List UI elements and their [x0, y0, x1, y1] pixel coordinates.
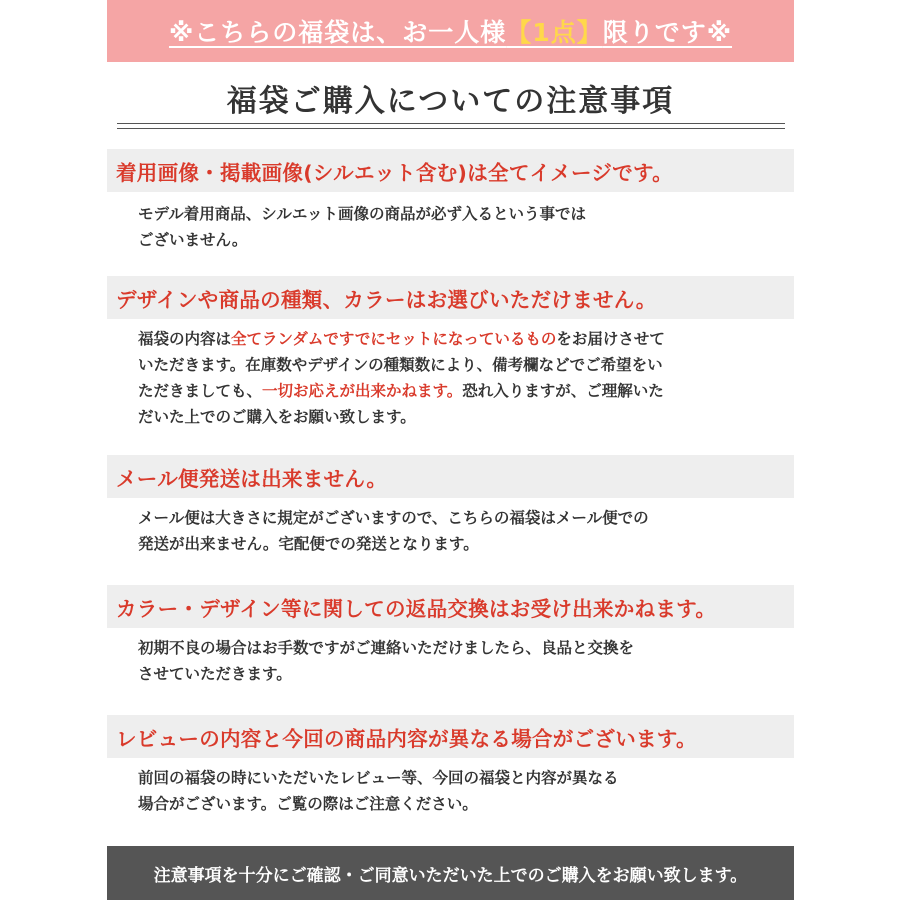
body-line — [138, 227, 778, 253]
body-text: ただきましても、 — [138, 382, 263, 400]
body-text: 発送が出来ません。宅配便での発送となります。 — [138, 535, 479, 553]
page-title: 福袋ご購入についての注意事項 — [226, 84, 675, 119]
highlighted-text: 一切お応えが出来かねます。 — [262, 382, 463, 400]
body-text: 福袋の内容は — [138, 330, 232, 348]
section-body — [138, 201, 778, 253]
body-text: 前回の福袋の時にいただいたレビュー等、今回の福袋と内容が異なる — [138, 769, 619, 787]
section-heading-text: 着用画像・掲載画像(シルエット含む)は全てイメージです。 — [116, 160, 673, 185]
section-heading — [107, 149, 794, 192]
body-line — [138, 352, 778, 378]
section-body — [138, 505, 778, 557]
title-divider-top — [117, 123, 785, 124]
banner-highlight: 【1点】 — [506, 18, 603, 47]
section-body — [138, 765, 778, 817]
limit-banner — [107, 0, 794, 62]
body-line — [138, 531, 778, 557]
section-heading — [107, 715, 794, 758]
footer-text: 注意事項を十分にご確認・ご同意いただいた上でのご購入をお願い致します。 — [153, 865, 748, 886]
body-line — [138, 404, 778, 430]
section-heading — [107, 455, 794, 498]
body-line — [138, 661, 778, 687]
body-text: メール便は大きさに規定がございますので、こちらの福袋はメール便での — [138, 509, 649, 527]
section-heading — [107, 585, 794, 628]
body-text: 恐れ入りますが、ご理解いた — [462, 382, 664, 400]
body-line — [138, 326, 778, 352]
body-line — [138, 378, 778, 404]
section-body — [138, 326, 778, 430]
section-heading-text: レビューの内容と今回の商品内容が異なる場合がございます。 — [116, 726, 697, 751]
body-text: させていただきます。 — [138, 665, 292, 683]
body-text: 場合がございます。ご覧の際はご注意ください。 — [138, 795, 478, 813]
title-divider-bottom — [117, 128, 785, 129]
body-line — [138, 791, 778, 817]
body-line — [138, 201, 778, 227]
section-heading — [107, 276, 794, 319]
banner-suffix: 限りです※ — [602, 18, 733, 47]
footer-notice — [107, 846, 794, 900]
body-text: だいた上でのご購入をお願い致します。 — [138, 408, 416, 426]
body-text: いただきます。在庫数やデザインの種類数により、備考欄などでご希望をい — [138, 356, 663, 374]
limit-banner-text — [169, 13, 732, 49]
banner-prefix: ※こちらの福袋は、お一人様 — [168, 18, 507, 47]
section-body — [138, 635, 778, 687]
section-heading-text: デザインや商品の種類、カラーはお選びいただけません。 — [116, 287, 657, 312]
section-heading-text: カラー・デザイン等に関しての返品交換はお受け出来かねます。 — [116, 596, 717, 621]
body-text: 初期不良の場合はお手数ですがご連絡いただけましたら、良品と交換を — [138, 639, 635, 657]
body-line — [138, 635, 778, 661]
notice-page — [107, 0, 794, 900]
body-text: をお届けさせて — [556, 330, 665, 348]
body-line — [138, 505, 778, 531]
highlighted-text: 全てランダムですでにセットになっているもの — [231, 330, 557, 348]
body-text: モデル着用商品、シルエット画像の商品が必ず入るという事では — [138, 205, 587, 223]
body-line — [138, 765, 778, 791]
body-text: ございません。 — [138, 231, 248, 249]
section-heading-text: メール便発送は出来ません。 — [116, 466, 388, 491]
